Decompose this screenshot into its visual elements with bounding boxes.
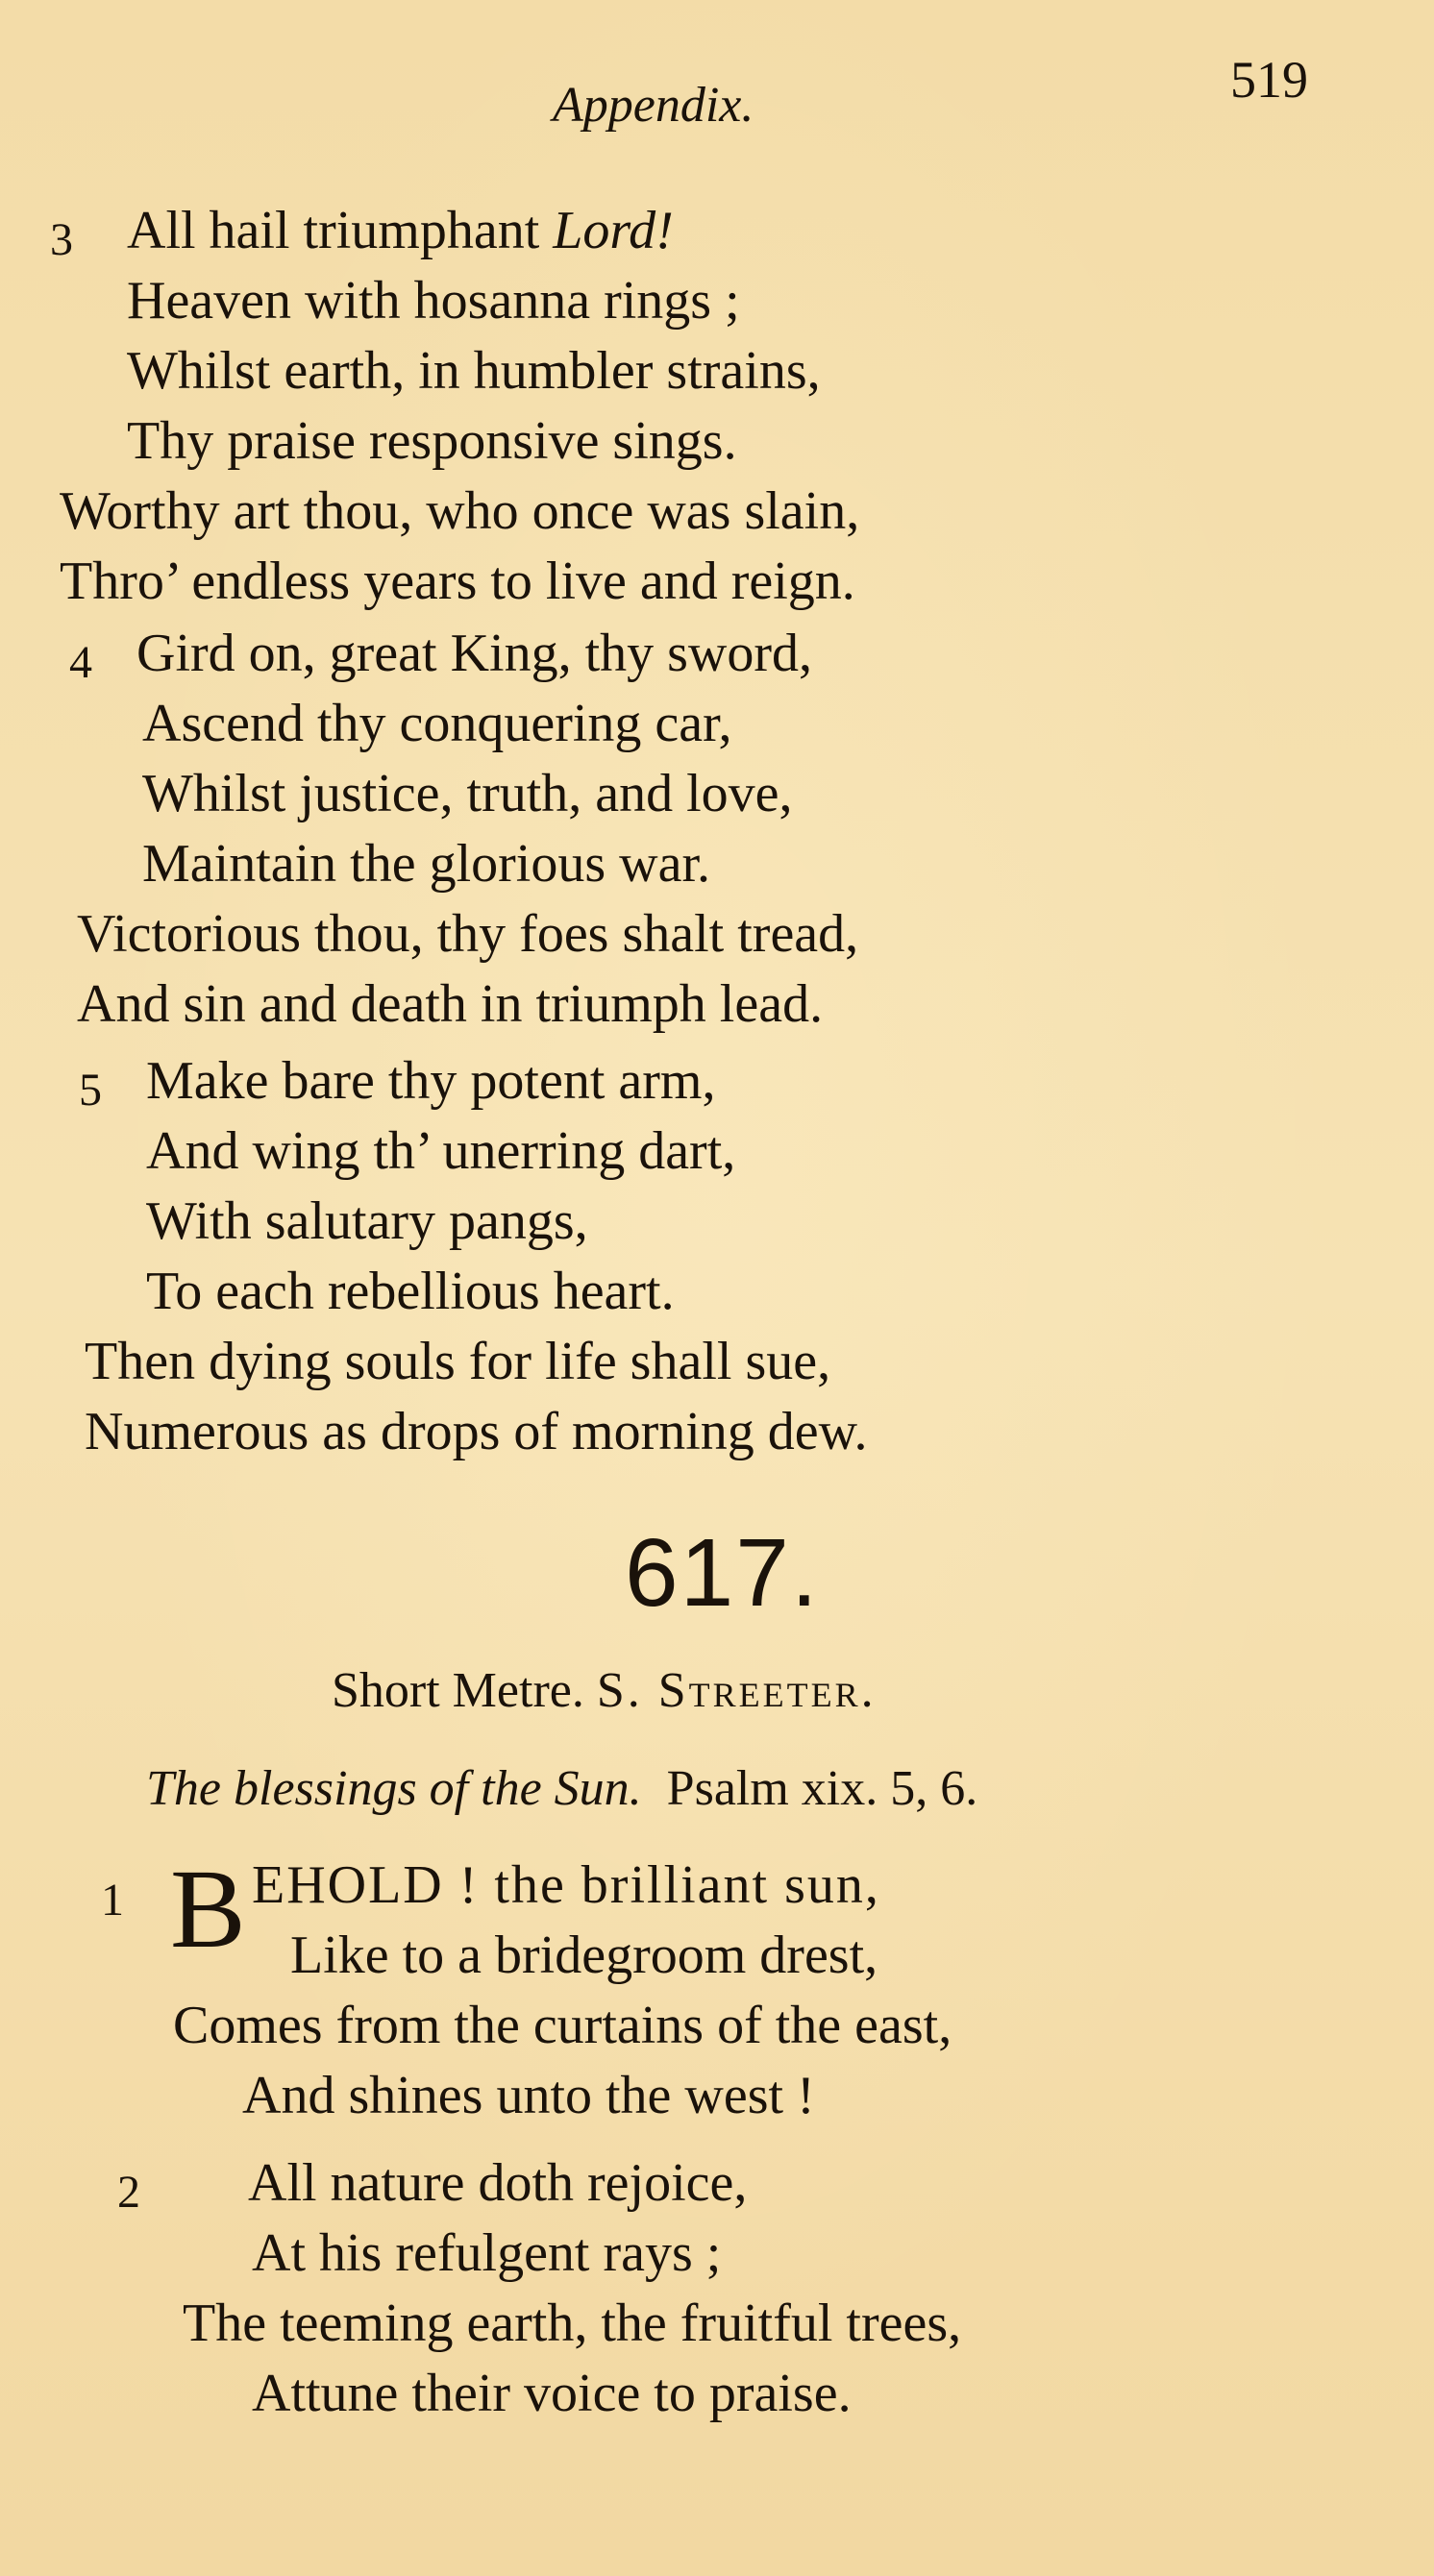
hymn-subject: The blessings of the Sun.	[146, 1761, 642, 1816]
hymn-number: 617.	[625, 1519, 820, 1627]
verse-line: With salutary pangs,	[146, 1191, 588, 1251]
hymn-subject-line	[146, 1760, 977, 1817]
verse-line: Thy praise responsive sings.	[127, 411, 737, 471]
verse-line: Gird on, great King, thy sword,	[136, 624, 813, 683]
hymn-author: S. Streeter.	[596, 1663, 877, 1718]
verse-line: And sin and death in triumph lead.	[77, 974, 824, 1034]
drop-cap: B	[170, 1846, 246, 1972]
verse-line: Attune their voice to praise.	[252, 2364, 852, 2423]
verse-line: Numerous as drops of morning dew.	[85, 1402, 868, 1461]
verse-line: To each rebellious heart.	[146, 1262, 675, 1321]
verse-line-italic: Lord!	[553, 201, 674, 260]
verse-line: And wing th’ unerring dart,	[146, 1121, 736, 1181]
verse-line: EHOLD ! the brilliant sun,	[252, 1855, 880, 1915]
hymn-meter-line	[332, 1662, 877, 1719]
verse-line: Like to a bridegroom drest,	[290, 1926, 878, 1985]
scripture-reference: Psalm xix. 5, 6.	[666, 1761, 978, 1816]
page-number: 519	[1230, 51, 1308, 109]
verse-line: Then dying souls for life shall sue,	[85, 1332, 831, 1391]
verse-line	[127, 202, 674, 259]
stanza-number: 3	[50, 214, 73, 265]
verse-line: Heaven with hosanna rings ;	[127, 271, 740, 331]
hymn-meter: Short Metre.	[332, 1663, 584, 1718]
verse-line: Comes from the curtains of the east,	[173, 1996, 952, 2055]
stanza-number: 4	[69, 637, 92, 688]
verse-line: Ascend thy conquering car,	[142, 694, 732, 753]
verse-line: Whilst justice, truth, and love,	[142, 764, 793, 823]
verse-line: Worthy art thou, who once was slain,	[60, 481, 860, 541]
verse-line: Make bare thy potent arm,	[146, 1051, 716, 1111]
stanza-number: 2	[117, 2167, 140, 2218]
stanza-number: 1	[101, 1875, 124, 1926]
stanza-number: 5	[79, 1065, 102, 1116]
verse-line: The teeming earth, the fruitful trees,	[183, 2294, 962, 2353]
verse-line-text: All hail triumphant	[127, 201, 554, 260]
verse-line: Whilst earth, in humbler strains,	[127, 341, 821, 401]
verse-line: Maintain the glorious war.	[142, 834, 711, 894]
running-header-title: Appendix.	[553, 78, 754, 133]
verse-line: Thro’ endless years to live and reign.	[60, 552, 855, 611]
verse-line: All nature doth rejoice,	[248, 2153, 748, 2213]
verse-line: And shines unto the west !	[242, 2066, 815, 2125]
verse-line: At his refulgent rays ;	[252, 2223, 722, 2283]
verse-line: Victorious thou, thy foes shalt tread,	[77, 904, 859, 964]
